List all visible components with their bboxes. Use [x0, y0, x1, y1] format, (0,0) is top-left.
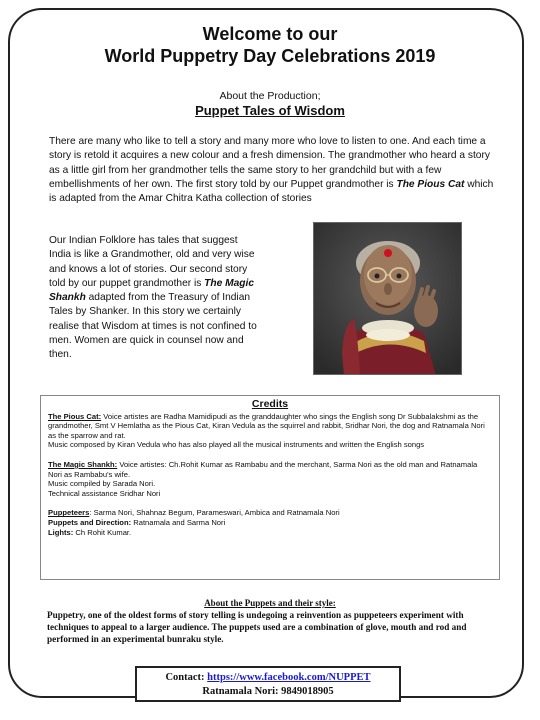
credits-technical: Technical assistance Sridhar Nori — [48, 488, 161, 498]
credits-lights — [48, 528, 492, 538]
credits-puppeteers-names: : Sarma Nori, Shahnaz Begum, Parameswari, Ambica and Ratnamala Nori — [89, 508, 340, 518]
folklore-text-b: adapted from the Treasury of Indian Tales by Shanker. In this story we certainly realise that Wisdom at times is not confined to men. Women are quick in counsel now and then. — [49, 292, 257, 361]
puppet-grandmother-photo — [313, 222, 462, 375]
intro-paragraph — [49, 135, 499, 206]
production-title: Puppet Tales of Wisdom — [195, 103, 345, 118]
story-name-pious-cat: The Pious Cat — [396, 178, 465, 190]
folklore-paragraph — [49, 234, 259, 363]
credits-direction — [48, 518, 492, 528]
credits-gap — [48, 498, 492, 508]
contact-line — [137, 671, 399, 685]
credits-magic-shankh-music: Music compiled by Sarada Nori. — [48, 479, 156, 489]
credits-pious-cat-music: Music composed by Kiran Vedula who has also played all the musical instruments and written the English songs — [48, 440, 425, 450]
contact-person: Ratnamala Nori: 9849018905 — [202, 685, 334, 697]
contact-label: Contact: — [165, 672, 208, 683]
puppets-section-title: About the Puppets and their style: — [204, 598, 336, 608]
credits-lights-label: Lights: — [48, 527, 74, 537]
credits-lights-name: Ch Rohit Kumar. — [73, 527, 132, 537]
credits-pious-cat-label: The Pious Cat: — [48, 411, 102, 421]
event-title: World Puppetry Day Celebrations 2019 — [104, 46, 436, 66]
credits-puppeteers-label: Puppeteers — [48, 508, 90, 518]
intro-text-a: There are many who like to tell a story and many more who love to listen to one. And each time a story is retold it acquires a new colour and a fresh dimension. The grandmother who heard a story as a little girl from her grandmother tells the same story to her grandchild but with a few embellishments of her own. The first story told by our Puppet grandmother is — [49, 136, 490, 190]
credits-magic-shankh-voices: Voice artistes: Ch.Rohit Kumar as Rambabu and the merchant, Sarma Nori as the old man and Ratnamala Nori as Rambabu's wife. — [48, 459, 478, 479]
credits-pious-cat-voices: Voice artistes are Radha Mamidipudi as the granddaughter who sings the English song Dr Subbalakshmi as the grandmother, Smt V Hemlatha as the Pious Cat, Kiran Vedula as the squirrel and rabbit, Sridhar Nori, the dog and Ratnamala Nori as the sparrow and rat. — [48, 411, 485, 440]
credits-direction-names: Ratnamala and Sarma Nori — [131, 517, 226, 527]
story-name-magic-shankh: The Magic Shankh — [49, 277, 254, 304]
puppet-illustration — [314, 223, 462, 375]
credits-pious-cat — [48, 412, 492, 441]
welcome-heading: Welcome to our — [202, 24, 338, 44]
credits-direction-label: Puppets and Direction: — [48, 517, 132, 527]
production-label: About the Production; — [219, 90, 321, 102]
facebook-link[interactable]: https://www.facebook.com/NUPPET — [207, 672, 371, 683]
puppets-section-text: Puppetry, one of the oldest forms of story telling is undegoing a reinvention as puppeteers experiment with techniques to appeal to a larger audience. The puppets used are a combination of glove, mouth and rod and performed in an experimental bunraku style. — [47, 610, 467, 645]
credits-magic-shankh — [48, 460, 492, 479]
intro-text-b: which is adapted from the Amar Chitra Katha collection of stories — [49, 178, 494, 205]
credits-gap — [48, 450, 492, 460]
contact-box — [135, 666, 401, 702]
credits-puppeteers — [48, 508, 492, 518]
credits-title: Credits — [251, 398, 289, 410]
credits-magic-shankh-label: The Magic Shankh: — [48, 459, 118, 469]
credits-box — [40, 395, 500, 580]
folklore-text-a: Our Indian Folklore has tales that suggest India is like a Grandmother, old and very wise and knows a lot of stories. Our second story told by our puppet grandmother is — [49, 235, 255, 289]
